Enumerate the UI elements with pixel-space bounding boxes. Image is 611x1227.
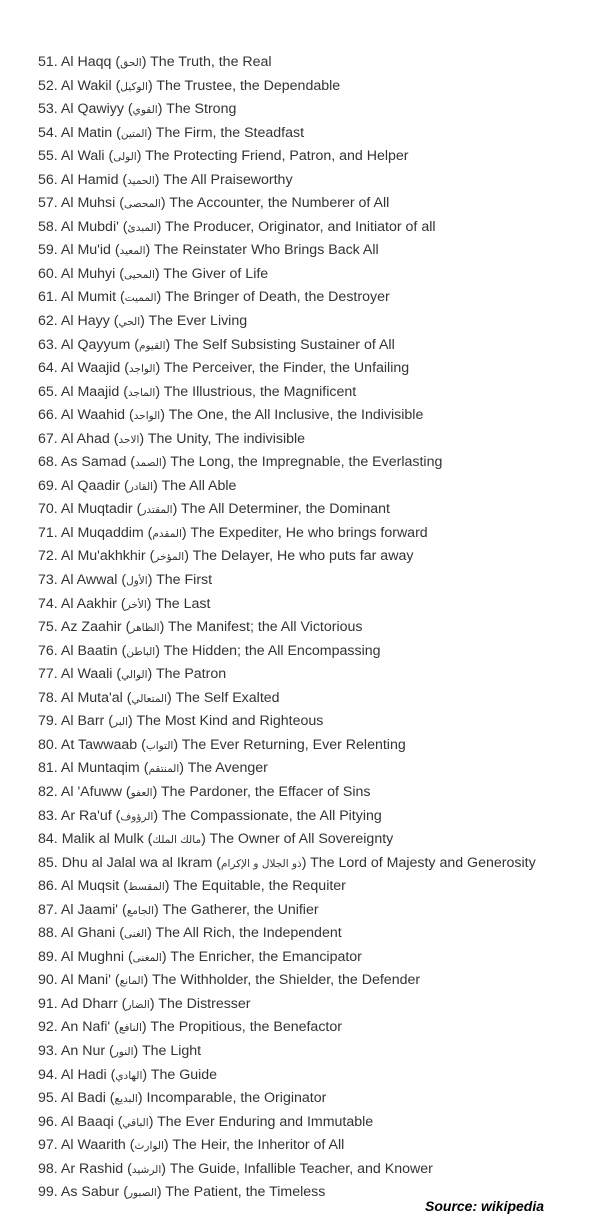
arabic-name: الأخر bbox=[125, 598, 147, 611]
meaning: The Pardoner, the Effacer of Sins bbox=[160, 783, 371, 800]
transliteration: Al Haqq bbox=[60, 54, 112, 70]
meaning: The Avenger bbox=[187, 760, 268, 777]
arabic-name: البر bbox=[112, 716, 129, 729]
transliteration: Ad Dharr bbox=[60, 995, 118, 1012]
arabic-name: الواحد bbox=[133, 410, 161, 423]
item-number: 83. bbox=[38, 807, 58, 824]
item-number: 58. bbox=[38, 218, 58, 235]
name-list-item: 62. Al Hayy (الحي) The Ever Living bbox=[38, 313, 248, 330]
meaning: The First bbox=[156, 572, 213, 589]
arabic-name: الأول bbox=[126, 575, 148, 588]
transliteration: Al Waajid bbox=[60, 360, 121, 377]
arabic-name: المغنى bbox=[132, 951, 162, 964]
meaning: The Distresser bbox=[158, 995, 251, 1012]
arabic-name: المؤخر bbox=[154, 551, 185, 564]
arabic-name: الباطن bbox=[126, 645, 156, 658]
meaning: The Trustee, the Dependable bbox=[156, 77, 341, 94]
meaning: The Firm, the Steadfast bbox=[155, 124, 305, 141]
transliteration: Al Waahid bbox=[60, 407, 126, 424]
transliteration: Al Waarith bbox=[60, 1137, 126, 1154]
transliteration: Al Muhyi bbox=[60, 265, 116, 282]
transliteration: Al Muqsit bbox=[60, 878, 120, 895]
item-number: 96. bbox=[38, 1113, 58, 1130]
item-number: 98. bbox=[38, 1160, 58, 1177]
name-list-item: 82. Al 'Afuww (العفو) The Pardoner, the Effacer of Sins bbox=[38, 783, 371, 800]
arabic-name: الضار bbox=[126, 998, 150, 1011]
item-number: 76. bbox=[38, 642, 58, 659]
arabic-name: القوي bbox=[132, 104, 158, 117]
transliteration: As Sabur bbox=[60, 1184, 120, 1201]
name-list-item: 77. Al Waali (الوالي) The Patron bbox=[38, 666, 227, 683]
name-list-item: 72. Al Mu'akhkhir (المؤخر) The Delayer, He who puts far away bbox=[38, 548, 414, 565]
name-list-item: 85. Dhu al Jalal wa al Ikram (ذو الجلال و الإكرام) The Lord of Majesty and Generosity bbox=[38, 854, 536, 871]
name-list-item: 69. Al Qaadir (القادر) The All Able bbox=[38, 477, 237, 494]
transliteration: Ar Ra'uf bbox=[60, 807, 112, 824]
item-number: 80. bbox=[38, 736, 58, 753]
item-number: 97. bbox=[38, 1137, 58, 1154]
transliteration: Az Zaahir bbox=[60, 619, 122, 636]
arabic-name: البديع bbox=[114, 1093, 138, 1106]
transliteration: Al Badi bbox=[60, 1090, 106, 1107]
transliteration: Al Aakhir bbox=[60, 595, 117, 612]
item-number: 62. bbox=[38, 313, 58, 330]
meaning: The Producer, Originator, and Initiator of all bbox=[165, 218, 436, 235]
item-number: 72. bbox=[38, 548, 58, 565]
name-list-item: 57. Al Muhsi (المحصى) The Accounter, the Numberer of All bbox=[38, 195, 390, 212]
arabic-name: المقسط bbox=[127, 881, 165, 894]
arabic-name: الباقي bbox=[122, 1116, 149, 1129]
meaning: The All Praiseworthy bbox=[163, 171, 293, 188]
name-list-item: 90. Al Mani' (المانع) The Withholder, the Shielder, the Defender bbox=[38, 972, 421, 989]
name-list-item: 63. Al Qayyum (القيوم) The Self Subsisting Sustainer of All bbox=[38, 336, 395, 353]
arabic-name: المقدم bbox=[152, 527, 182, 540]
name-list-item: 59. Al Mu'id (المعيد) The Reinstater Who Brings Back All bbox=[38, 242, 379, 259]
name-list-item: 78. Al Muta'al (المتعالي) The Self Exalted bbox=[38, 689, 280, 706]
item-number: 82. bbox=[38, 783, 58, 800]
meaning: The Accounter, the Numberer of All bbox=[169, 195, 390, 212]
item-number: 52. bbox=[38, 77, 58, 94]
item-number: 70. bbox=[38, 501, 58, 518]
arabic-name: الحي bbox=[118, 316, 141, 329]
meaning: The Most Kind and Righteous bbox=[136, 713, 324, 730]
arabic-name: الوالي bbox=[121, 669, 148, 682]
transliteration: Al Awwal bbox=[60, 572, 118, 589]
arabic-name: الماجد bbox=[127, 386, 156, 399]
item-number: 93. bbox=[38, 1042, 58, 1059]
meaning: The Reinstater Who Brings Back All bbox=[153, 242, 379, 259]
transliteration: Al 'Afuww bbox=[60, 783, 122, 800]
transliteration: Al Baaqi bbox=[60, 1113, 114, 1130]
name-list-item: 71. Al Muqaddim (المقدم) The Expediter, He who brings forward bbox=[38, 524, 428, 541]
arabic-name: المتعالي bbox=[131, 692, 168, 705]
arabic-name: مالك الملك bbox=[152, 834, 202, 847]
meaning: The Patron bbox=[155, 666, 227, 683]
item-number: 84. bbox=[38, 831, 58, 848]
name-list-item: 65. Al Maajid (الماجد) The Illustrious, the Magnificent bbox=[38, 383, 357, 400]
meaning: The Light bbox=[141, 1042, 202, 1059]
arabic-name: المقتدر bbox=[141, 504, 173, 517]
source-credit: Source: wikipedia bbox=[425, 1198, 545, 1214]
meaning: The Self Subsisting Sustainer of All bbox=[173, 336, 395, 353]
transliteration: Al Ghani bbox=[60, 925, 116, 942]
item-number: 77. bbox=[38, 666, 58, 683]
meaning: The All Determiner, the Dominant bbox=[181, 501, 390, 518]
transliteration: Al Waali bbox=[60, 666, 113, 683]
item-number: 95. bbox=[38, 1090, 58, 1107]
item-number: 94. bbox=[38, 1066, 58, 1083]
arabic-name: المميت bbox=[124, 292, 157, 305]
arabic-name: المنتقم bbox=[148, 763, 180, 776]
transliteration: Al Mughni bbox=[60, 948, 124, 965]
item-number: 78. bbox=[38, 689, 58, 706]
item-number: 54. bbox=[38, 124, 58, 141]
arabic-name: القيوم bbox=[138, 339, 166, 352]
name-list-item: 60. Al Muhyi (المحيى) The Giver of Life bbox=[38, 265, 269, 282]
meaning: The Self Exalted bbox=[175, 689, 280, 706]
meaning: The Enricher, the Emancipator bbox=[170, 948, 362, 965]
name-list-item: 74. Al Aakhir (الأخر) The Last bbox=[38, 595, 211, 612]
meaning: The Long, the Impregnable, the Everlasting bbox=[170, 454, 443, 471]
arabic-name: الولى bbox=[113, 151, 137, 164]
item-number: 79. bbox=[38, 713, 58, 730]
item-number: 91. bbox=[38, 995, 58, 1012]
item-number: 90. bbox=[38, 972, 58, 989]
item-number: 74. bbox=[38, 595, 58, 612]
item-number: 81. bbox=[38, 760, 58, 777]
item-number: 55. bbox=[38, 148, 58, 165]
item-number: 69. bbox=[38, 477, 58, 494]
arabic-name: الرؤوف bbox=[120, 810, 154, 823]
transliteration: At Tawwaab bbox=[60, 736, 138, 753]
name-list-item: 68. As Samad (الصمد) The Long, the Impregnable, the Everlasting bbox=[38, 454, 443, 471]
meaning: The Giver of Life bbox=[163, 265, 269, 282]
transliteration: Al Mu'akhkhir bbox=[60, 548, 146, 565]
arabic-name: الحميد bbox=[127, 174, 155, 187]
item-number: 53. bbox=[38, 101, 58, 118]
item-number: 68. bbox=[38, 454, 58, 471]
item-number: 73. bbox=[38, 572, 58, 589]
name-list-item: 61. Al Mumit (المميت) The Bringer of Death, the Destroyer bbox=[38, 289, 390, 306]
arabic-name: المتين bbox=[120, 127, 148, 140]
arabic-name: القادر bbox=[128, 480, 154, 493]
arabic-name: العفو bbox=[130, 786, 153, 799]
meaning: The Lord of Majesty and Generosity bbox=[310, 854, 536, 871]
transliteration: Al Muhsi bbox=[60, 195, 116, 212]
meaning: The Ever Living bbox=[148, 313, 248, 330]
arabic-name: الوكيل bbox=[120, 80, 148, 93]
meaning: The Perceiver, the Finder, the Unfailing bbox=[163, 360, 410, 377]
transliteration: An Nur bbox=[60, 1042, 106, 1059]
meaning: The Owner of All Sovereignty bbox=[209, 831, 394, 848]
transliteration: Al Hayy bbox=[60, 313, 110, 330]
name-list-item: 54. Al Matin (المتين) The Firm, the Steadfast bbox=[38, 124, 305, 141]
name-list-item: 92. An Nafi' (النافع) The Propitious, the Benefactor bbox=[38, 1019, 342, 1036]
meaning: The Propitious, the Benefactor bbox=[150, 1019, 342, 1036]
arabic-name: ذو الجلال و الإكرام bbox=[220, 857, 302, 870]
transliteration: Al Muta'al bbox=[60, 689, 123, 706]
meaning: The Equitable, the Requiter bbox=[173, 878, 346, 895]
meaning: The Withholder, the Shielder, the Defender bbox=[151, 972, 421, 989]
meaning: The Protecting Friend, Patron, and Helper bbox=[145, 148, 409, 165]
name-list-item: 95. Al Badi (البديع) Incomparable, the Originator bbox=[38, 1090, 327, 1107]
transliteration: Al Wakil bbox=[60, 77, 112, 94]
name-list-item: 99. As Sabur (الصبور) The Patient, the Timeless bbox=[38, 1184, 326, 1201]
name-list-item: 81. Al Muntaqim (المنتقم) The Avenger bbox=[38, 760, 268, 777]
arabic-name: المانع bbox=[119, 975, 144, 988]
name-list-item: 84. Malik al Mulk (مالك الملك) The Owner of All Sovereignty bbox=[38, 831, 394, 848]
arabic-name: الصمد bbox=[135, 457, 162, 470]
transliteration: Al Muqtadir bbox=[60, 501, 133, 518]
name-list-item: 89. Al Mughni (المغنى) The Enricher, the Emancipator bbox=[38, 948, 362, 965]
meaning: The All Rich, the Independent bbox=[155, 925, 342, 942]
meaning: The Patient, the Timeless bbox=[165, 1184, 326, 1201]
arabic-name: النور bbox=[113, 1045, 134, 1058]
meaning: The Expediter, He who brings forward bbox=[190, 524, 428, 541]
name-list-item: 58. Al Mubdi' (المبدئ) The Producer, Originator, and Initiator of all bbox=[38, 218, 436, 235]
item-number: 86. bbox=[38, 878, 58, 895]
meaning: The Ever Enduring and Immutable bbox=[157, 1113, 374, 1130]
arabic-name: النافع bbox=[118, 1022, 142, 1035]
meaning: The Delayer, He who puts far away bbox=[192, 548, 414, 565]
name-list-item: 64. Al Waajid (الواجد) The Perceiver, the Finder, the Unfailing bbox=[38, 360, 410, 377]
arabic-name: المحصى bbox=[123, 198, 161, 211]
arabic-name: الواجد bbox=[128, 363, 156, 376]
item-number: 99. bbox=[38, 1184, 58, 1201]
item-number: 85. bbox=[38, 854, 58, 871]
name-list-item: 76. Al Baatin (الباطن) The Hidden; the All Encompassing bbox=[38, 642, 381, 659]
transliteration: Al Mubdi' bbox=[60, 218, 119, 235]
transliteration: Al Qawiyy bbox=[60, 101, 124, 118]
transliteration: Al Muntaqim bbox=[60, 760, 140, 777]
arabic-name: الرشيد bbox=[131, 1163, 162, 1176]
name-list-item: 96. Al Baaqi (الباقي) The Ever Enduring and Immutable bbox=[38, 1113, 374, 1130]
names-list bbox=[38, 51, 603, 1205]
transliteration: Al Mani' bbox=[60, 972, 111, 989]
arabic-name: الهادي bbox=[115, 1069, 143, 1082]
item-number: 67. bbox=[38, 430, 58, 447]
arabic-name: المحيى bbox=[123, 268, 155, 281]
name-list-item: 97. Al Waarith (الوارث) The Heir, the Inheritor of All bbox=[38, 1137, 345, 1154]
item-number: 66. bbox=[38, 407, 58, 424]
name-list-item: 80. At Tawwaab (التواب) The Ever Returning, Ever Relenting bbox=[38, 736, 406, 753]
meaning: The Heir, the Inheritor of All bbox=[172, 1137, 345, 1154]
meaning: The Hidden; the All Encompassing bbox=[163, 642, 381, 659]
name-list-item: 55. Al Wali (الولى) The Protecting Friend, Patron, and Helper bbox=[38, 148, 409, 165]
name-list-item: 75. Az Zaahir (الظاهر) The Manifest; the All Victorious bbox=[38, 619, 363, 636]
meaning: The Gatherer, the Unifier bbox=[162, 901, 319, 918]
arabic-name: الجامع bbox=[126, 904, 155, 917]
meaning: The Guide bbox=[150, 1066, 218, 1083]
name-list-item: 83. Ar Ra'uf (الرؤوف) The Compassionate, the All Pitying bbox=[38, 807, 382, 824]
name-list-item: 70. Al Muqtadir (المقتدر) The All Determiner, the Dominant bbox=[38, 501, 390, 518]
item-number: 57. bbox=[38, 195, 58, 212]
name-list-item: 86. Al Muqsit (المقسط) The Equitable, the Requiter bbox=[38, 878, 346, 895]
meaning: The All Able bbox=[161, 477, 237, 494]
transliteration: Al Muqaddim bbox=[60, 524, 144, 541]
meaning: The Last bbox=[155, 595, 211, 612]
transliteration: Ar Rashid bbox=[60, 1160, 124, 1177]
transliteration: Al Hamid bbox=[60, 171, 119, 188]
name-list-item: 67. Al Ahad (الاحد) The Unity, The indivisible bbox=[38, 430, 306, 447]
item-number: 87. bbox=[38, 901, 58, 918]
arabic-name: المبدئ bbox=[127, 221, 157, 234]
arabic-name: المعيد bbox=[119, 245, 146, 258]
item-number: 88. bbox=[38, 925, 58, 942]
meaning: The Strong bbox=[166, 101, 237, 118]
name-list-item: 93. An Nur (النور) The Light bbox=[38, 1042, 202, 1059]
name-list-item: 52. Al Wakil (الوكيل) The Trustee, the Dependable bbox=[38, 77, 341, 94]
name-list-item: 56. Al Hamid (الحميد) The All Praiseworthy bbox=[38, 171, 293, 188]
transliteration: Al Jaami' bbox=[60, 901, 119, 918]
meaning: The Compassionate, the All Pitying bbox=[161, 807, 382, 824]
item-number: 63. bbox=[38, 336, 58, 353]
name-list-item: 53. Al Qawiyy (القوي) The Strong bbox=[38, 101, 237, 118]
meaning: Incomparable, the Originator bbox=[146, 1090, 327, 1107]
transliteration: Al Matin bbox=[60, 124, 113, 141]
arabic-name: الحق bbox=[120, 57, 142, 69]
transliteration: Al Qaadir bbox=[60, 477, 121, 494]
transliteration: An Nafi' bbox=[60, 1019, 111, 1036]
item-number: 65. bbox=[38, 383, 58, 400]
meaning: The Bringer of Death, the Destroyer bbox=[164, 289, 390, 306]
meaning: The Manifest; the All Victorious bbox=[167, 619, 363, 636]
item-number: 75. bbox=[38, 619, 58, 636]
meaning: The Ever Returning, Ever Relenting bbox=[181, 736, 406, 753]
transliteration: Al Hadi bbox=[60, 1066, 107, 1083]
arabic-name: الاحد bbox=[118, 433, 140, 446]
transliteration: Al Ahad bbox=[60, 430, 110, 447]
arabic-name: الوارث bbox=[134, 1140, 164, 1153]
arabic-name: الصبور bbox=[127, 1187, 157, 1200]
arabic-name: التواب bbox=[145, 739, 174, 752]
transliteration: Al Mumit bbox=[60, 289, 117, 306]
item-number: 61. bbox=[38, 289, 58, 306]
arabic-name: الظاهر bbox=[130, 622, 160, 635]
name-list-item: 87. Al Jaami' (الجامع) The Gatherer, the Unifier bbox=[38, 901, 319, 918]
item-number: 59. bbox=[38, 242, 58, 259]
item-number: 92. bbox=[38, 1019, 58, 1036]
item-number: 89. bbox=[38, 948, 58, 965]
name-list-item: 66. Al Waahid (الواحد) The One, the All Inclusive, the Indivisible bbox=[38, 407, 424, 424]
item-number: 56. bbox=[38, 171, 58, 188]
meaning: The Unity, The indivisible bbox=[147, 430, 306, 447]
transliteration: Al Wali bbox=[60, 148, 105, 165]
transliteration: Malik al Mulk bbox=[61, 831, 144, 848]
meaning: The Illustrious, the Magnificent bbox=[163, 383, 357, 400]
meaning: The One, the All Inclusive, the Indivisible bbox=[168, 407, 424, 424]
transliteration: Al Maajid bbox=[60, 383, 120, 400]
item-number: 71. bbox=[38, 524, 58, 541]
transliteration: As Samad bbox=[60, 454, 127, 471]
transliteration: Al Baatin bbox=[60, 642, 118, 659]
name-list-item: 88. Al Ghani (الغنى) The All Rich, the Independent bbox=[38, 925, 342, 942]
transliteration: Al Barr bbox=[60, 713, 105, 730]
arabic-name: الغنى bbox=[124, 928, 148, 941]
transliteration: Al Mu'id bbox=[60, 242, 111, 259]
name-list-item: 51. Al Haqq (الحق) The Truth, the Real bbox=[38, 54, 272, 70]
meaning: The Truth, the Real bbox=[150, 54, 272, 70]
name-list-item: 79. Al Barr (البر) The Most Kind and Righteous bbox=[38, 713, 324, 730]
transliteration: Al Qayyum bbox=[60, 336, 131, 353]
item-number: 51. bbox=[38, 54, 58, 70]
name-list-item: 73. Al Awwal (الأول) The First bbox=[38, 572, 213, 589]
name-list-item: 91. Ad Dharr (الضار) The Distresser bbox=[38, 995, 251, 1012]
transliteration: Dhu al Jalal wa al Ikram bbox=[61, 854, 213, 871]
meaning: The Guide, Infallible Teacher, and Knower bbox=[169, 1160, 433, 1177]
name-list-item: 94. Al Hadi (الهادي) The Guide bbox=[38, 1066, 218, 1083]
name-list-item: 98. Ar Rashid (الرشيد) The Guide, Infallible Teacher, and Knower bbox=[38, 1160, 433, 1177]
item-number: 64. bbox=[38, 360, 58, 377]
item-number: 60. bbox=[38, 265, 58, 282]
